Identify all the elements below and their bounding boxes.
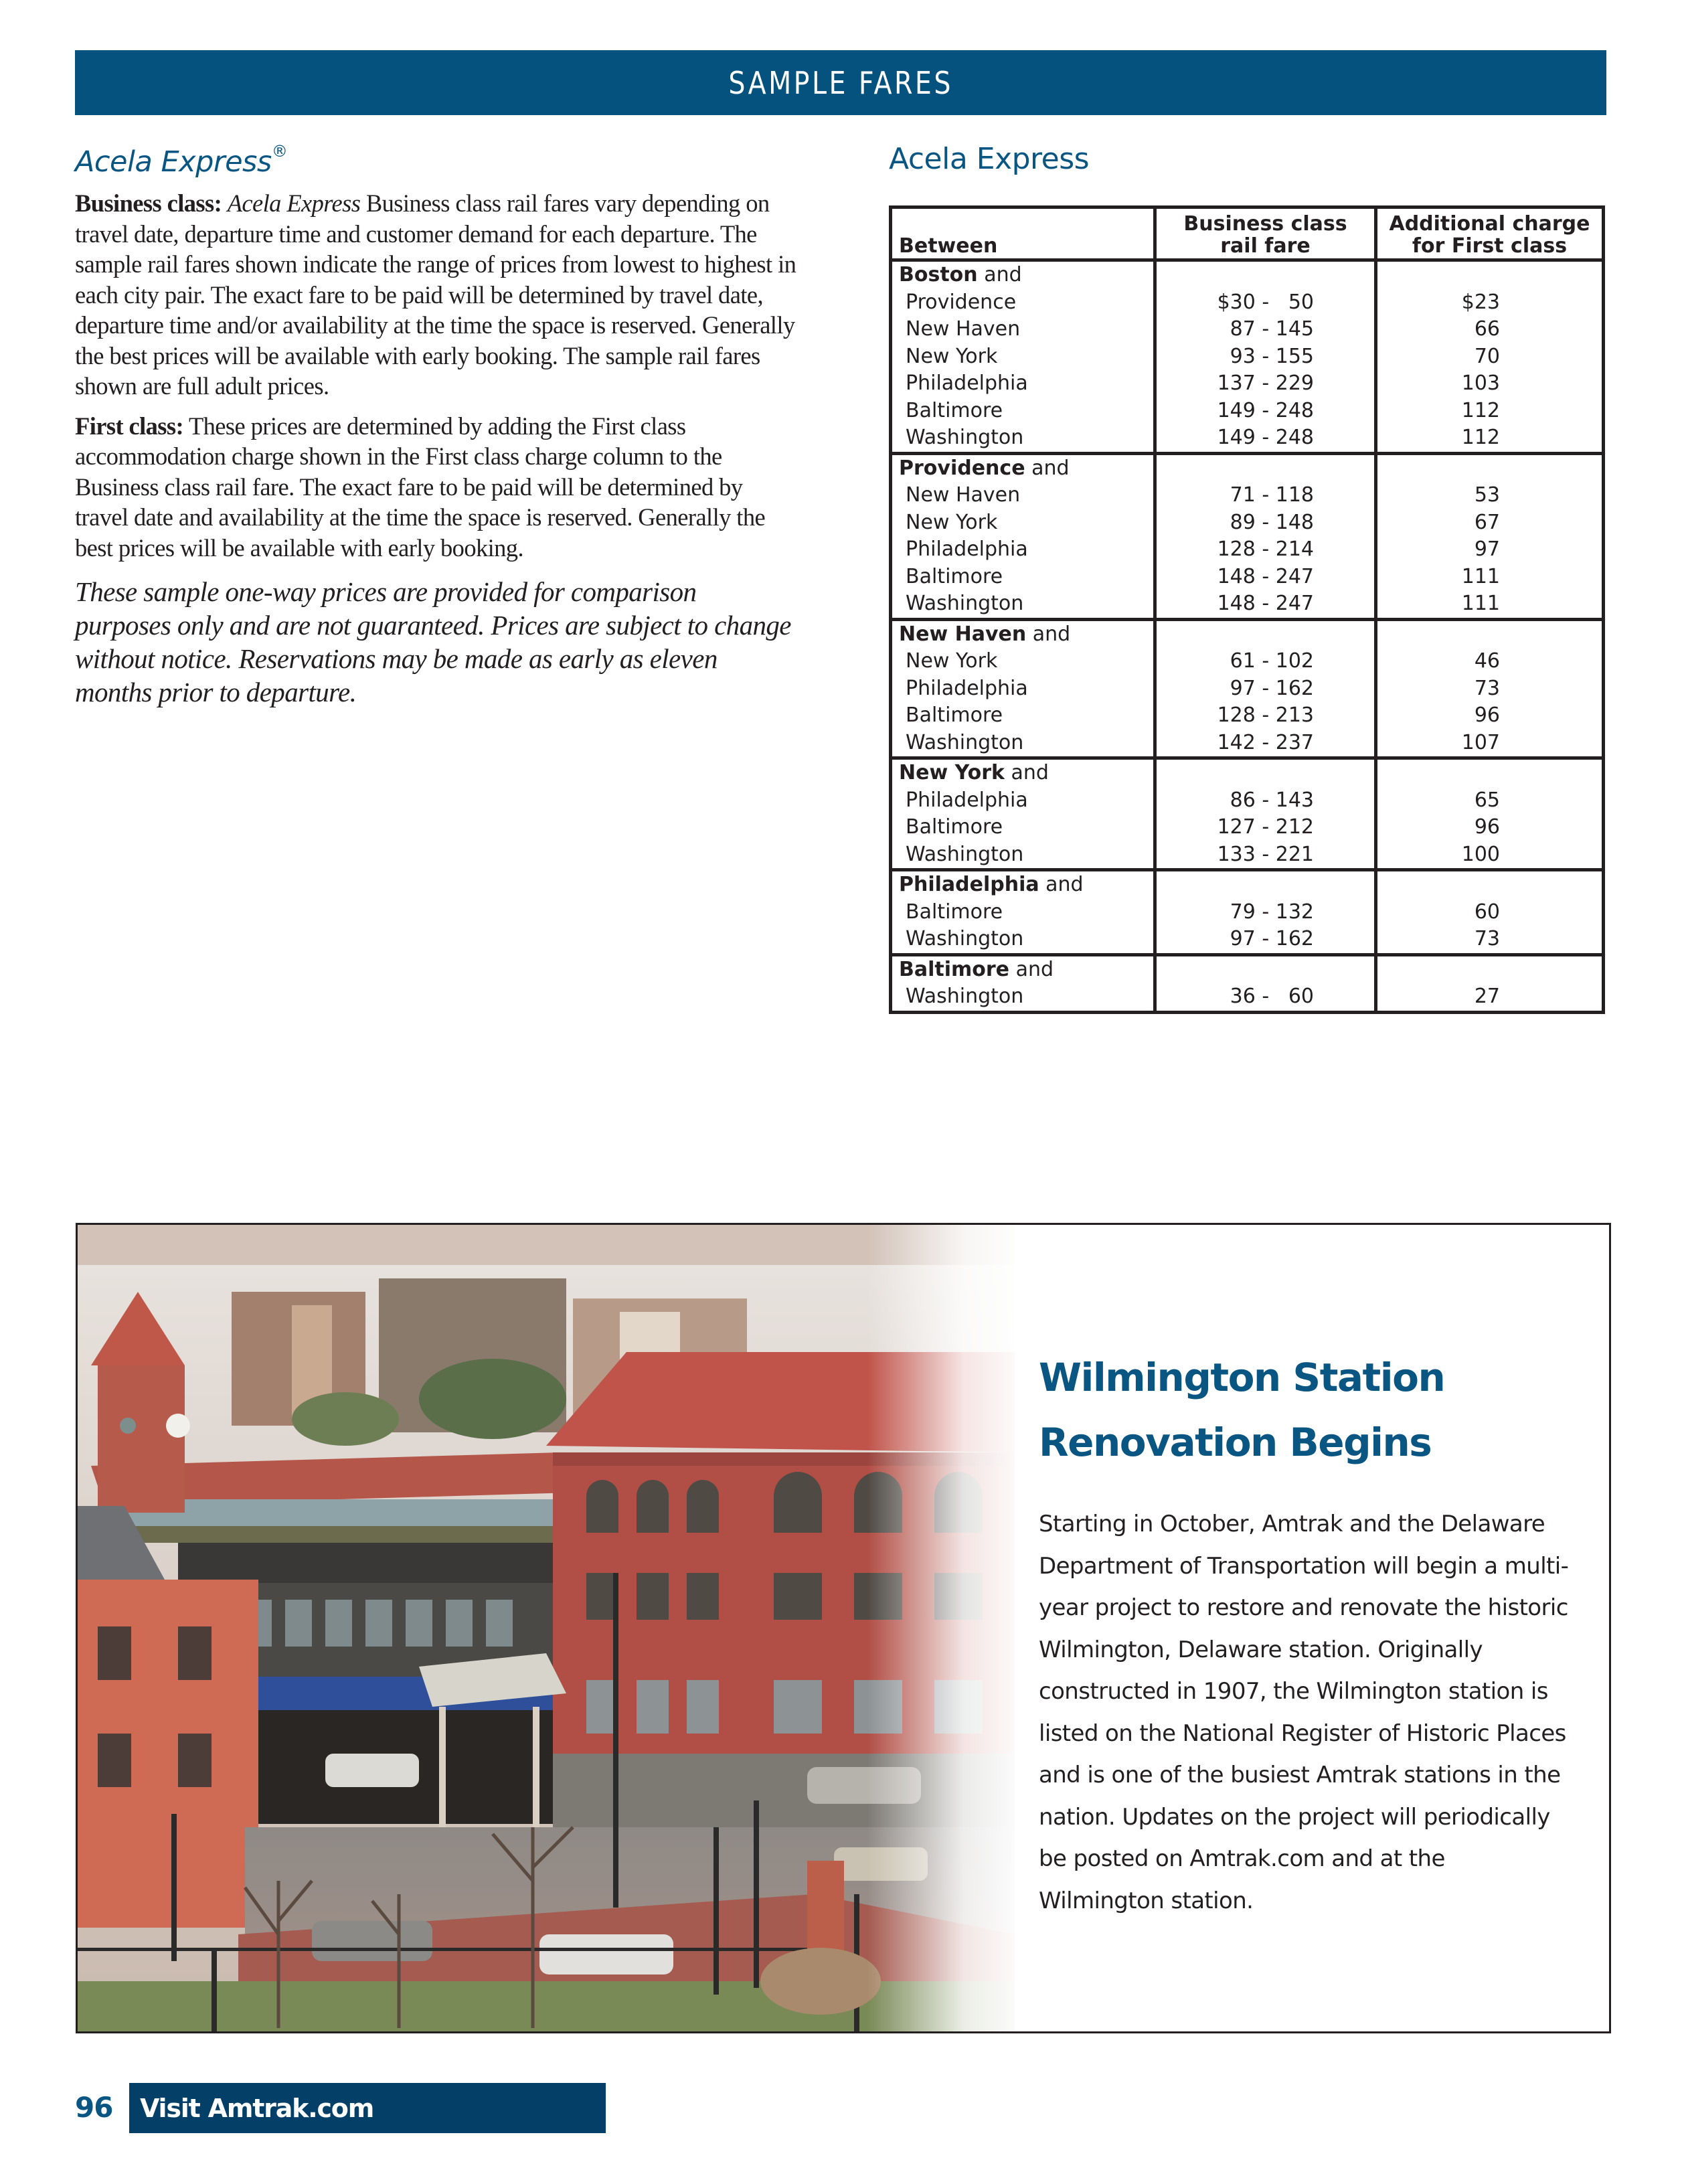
fare-row	[891, 983, 1604, 1012]
destination-city: Washington	[891, 983, 1155, 1012]
fare-row	[891, 370, 1604, 398]
fare-row	[891, 564, 1604, 591]
origin-city: Providence	[899, 456, 1025, 480]
origin-city-cell	[891, 260, 1155, 289]
business-fare-range: 137 - 229	[1155, 370, 1376, 398]
fare-row	[891, 289, 1604, 317]
destination-city: Philadelphia	[891, 675, 1155, 703]
fare-row	[891, 536, 1604, 564]
fare-group	[891, 870, 1604, 955]
column-header-first-class-charge	[1376, 207, 1604, 260]
fare-group	[891, 453, 1604, 619]
and-word: and	[1039, 873, 1084, 896]
business-fare-range: 148 - 247	[1155, 590, 1376, 619]
fare-group	[891, 260, 1604, 454]
origin-city: New Haven	[899, 622, 1027, 646]
header-row	[891, 207, 1604, 260]
footer-bar	[129, 2083, 606, 2133]
destination-city: Providence	[891, 289, 1155, 317]
business-class-label: Business class:	[75, 189, 222, 217]
destination-city: Philadelphia	[891, 536, 1155, 564]
business-class-text: Business class rail fares vary depending on travel date, departure time and customer demand for each departure. The sample rail fares shown indicate the range of prices from lowest to highest in each city pair. The exact fare to be paid will be determined by travel date, departure time and/or availability at the time the space is reserved. Generally the best prices will be available with early booking. The sample rail fares shown are full adult prices.	[75, 189, 796, 400]
empty-cell	[1155, 619, 1376, 648]
empty-cell	[1376, 758, 1604, 787]
origin-city: Boston	[899, 263, 978, 286]
destination-city: New York	[891, 509, 1155, 537]
first-class-charge: 103	[1376, 370, 1604, 398]
charge-header-line2: for First class	[1412, 234, 1568, 258]
business-fare-range: 71 - 118	[1155, 482, 1376, 509]
business-fare-range: 79 - 132	[1155, 899, 1376, 926]
destination-city: Washington	[891, 424, 1155, 453]
first-class-charge: 46	[1376, 648, 1604, 675]
first-class-label: First class:	[75, 412, 184, 440]
origin-city-cell	[891, 619, 1155, 648]
fare-header-line2: rail fare	[1220, 234, 1311, 258]
first-class-charge: 53	[1376, 482, 1604, 509]
fare-row	[891, 343, 1604, 371]
business-fare-range: 86 - 143	[1155, 787, 1376, 815]
fare-row	[891, 316, 1604, 343]
first-class-charge: 97	[1376, 536, 1604, 564]
origin-city: Baltimore	[899, 957, 1010, 981]
first-class-charge: 112	[1376, 398, 1604, 425]
business-fare-range: 93 - 155	[1155, 343, 1376, 371]
origin-city-cell	[891, 453, 1155, 482]
article-body: Starting in October, Amtrak and the Delaware Department of Transportation will begin a multi-year project to restore and renovate the historic Wilmington, Delaware station. Originally constructed in 1907, the Wilmington station is listed on the National Register of Historic Places and is one of the busiest Amtrak stations in the nation. Updates on the project will periodically be posted on Amtrak.com and at the Wilmington station.	[1039, 1511, 1569, 1914]
fare-row	[891, 509, 1604, 537]
wilmington-article	[1039, 1345, 1574, 1922]
fare-header-line1: Business class	[1183, 212, 1347, 236]
first-class-charge: 100	[1376, 841, 1604, 870]
empty-cell	[1376, 260, 1604, 289]
empty-cell	[1376, 870, 1604, 899]
first-class-charge: 27	[1376, 983, 1604, 1012]
fare-row	[891, 730, 1604, 758]
section-header-bar	[75, 50, 1606, 115]
fare-table	[889, 205, 1605, 1014]
origin-row	[891, 453, 1604, 482]
origin-city: New York	[899, 761, 1005, 784]
first-class-charge: 67	[1376, 509, 1604, 537]
destination-city: New York	[891, 648, 1155, 675]
first-class-charge: 107	[1376, 730, 1604, 758]
business-fare-range: 97 - 162	[1155, 675, 1376, 703]
business-fare-range: 127 - 212	[1155, 814, 1376, 841]
destination-city: Washington	[891, 841, 1155, 870]
destination-city: Philadelphia	[891, 787, 1155, 815]
empty-cell	[1155, 453, 1376, 482]
first-class-paragraph	[75, 411, 798, 564]
business-class-paragraph	[75, 188, 798, 402]
page-number: 96	[75, 2091, 113, 2124]
fare-row	[891, 702, 1604, 730]
article-title-line2: Renovation Begins	[1039, 1420, 1432, 1465]
origin-row	[891, 260, 1604, 289]
destination-city: Philadelphia	[891, 370, 1155, 398]
fare-row	[891, 899, 1604, 926]
first-class-charge: 96	[1376, 814, 1604, 841]
fare-row	[891, 398, 1604, 425]
empty-cell	[1155, 870, 1376, 899]
empty-cell	[1155, 260, 1376, 289]
fare-row	[891, 590, 1604, 619]
and-word: and	[1009, 957, 1054, 981]
destination-city: Baltimore	[891, 702, 1155, 730]
destination-city: Washington	[891, 730, 1155, 758]
disclaimer-note: These sample one-way prices are provided for comparison purposes only and are not guaranteed. Prices are subject to change without notice. Reservations may be made as early as eleven months prior to departure.	[75, 576, 791, 707]
business-fare-range: 97 - 162	[1155, 926, 1376, 954]
fare-row	[891, 926, 1604, 954]
business-fare-range: 128 - 214	[1155, 536, 1376, 564]
business-fare-range: 148 - 247	[1155, 564, 1376, 591]
first-class-charge: 73	[1376, 926, 1604, 954]
and-word: and	[1026, 622, 1071, 646]
origin-row	[891, 758, 1604, 787]
photo-fade-overlay	[867, 1225, 1028, 2031]
fare-row	[891, 675, 1604, 703]
destination-city: Baltimore	[891, 564, 1155, 591]
fare-description-column	[75, 142, 798, 709]
empty-cell	[1155, 758, 1376, 787]
feature-box	[76, 1223, 1611, 2033]
fare-table-heading: Acela Express	[889, 142, 1090, 176]
business-fare-range: 142 - 237	[1155, 730, 1376, 758]
business-fare-range: 149 - 248	[1155, 398, 1376, 425]
fare-row	[891, 787, 1604, 815]
acela-express-italic: Acela Express	[227, 189, 361, 217]
fare-group	[891, 619, 1604, 758]
first-class-charge: 73	[1376, 675, 1604, 703]
first-class-text: These prices are determined by adding the First class accommodation charge shown in the First class charge column to the Business class rail fare. The exact fare to be paid will be determined by travel date and availability at the time the space is reserved. Generally the best prices will be available with early booking.	[75, 412, 766, 562]
business-fare-range: 61 - 102	[1155, 648, 1376, 675]
empty-cell	[1155, 954, 1376, 983]
fare-row	[891, 841, 1604, 870]
and-word: and	[1025, 456, 1070, 480]
fare-row	[891, 814, 1604, 841]
destination-city: New Haven	[891, 316, 1155, 343]
registered-mark: ®	[271, 142, 288, 161]
first-class-charge: 66	[1376, 316, 1604, 343]
first-class-charge: 60	[1376, 899, 1604, 926]
first-class-charge: 70	[1376, 343, 1604, 371]
business-fare-range: 87 - 145	[1155, 316, 1376, 343]
origin-row	[891, 954, 1604, 983]
column-header-business-fare	[1155, 207, 1376, 260]
destination-city: Baltimore	[891, 398, 1155, 425]
acela-express-heading	[75, 142, 798, 179]
origin-row	[891, 870, 1604, 899]
visit-amtrak-link[interactable]: Visit Amtrak.com	[140, 2093, 374, 2123]
business-fare-range: 128 - 213	[1155, 702, 1376, 730]
origin-row	[891, 619, 1604, 648]
first-class-charge: 111	[1376, 590, 1604, 619]
charge-header-line1: Additional charge	[1389, 212, 1590, 236]
acela-heading-text: Acela Express	[75, 145, 272, 179]
fare-group	[891, 758, 1604, 870]
fare-table-header	[891, 207, 1604, 260]
destination-city: Baltimore	[891, 899, 1155, 926]
first-class-charge: 111	[1376, 564, 1604, 591]
business-fare-range: $30 - 50	[1155, 289, 1376, 317]
and-word: and	[977, 263, 1022, 286]
first-class-charge: 65	[1376, 787, 1604, 815]
origin-city-cell	[891, 954, 1155, 983]
destination-city: New Haven	[891, 482, 1155, 509]
article-title-line1: Wilmington Station	[1039, 1355, 1445, 1400]
fare-row	[891, 482, 1604, 509]
business-fare-range: 89 - 148	[1155, 509, 1376, 537]
origin-city-cell	[891, 758, 1155, 787]
article-title	[1039, 1345, 1574, 1475]
origin-city: Philadelphia	[899, 873, 1039, 896]
section-title: SAMPLE FARES	[728, 64, 953, 101]
destination-city: New York	[891, 343, 1155, 371]
fare-row	[891, 648, 1604, 675]
destination-city: Baltimore	[891, 814, 1155, 841]
fare-row	[891, 424, 1604, 453]
empty-cell	[1376, 954, 1604, 983]
first-class-charge: 96	[1376, 702, 1604, 730]
business-fare-range: 149 - 248	[1155, 424, 1376, 453]
and-word: and	[1004, 761, 1049, 784]
first-class-charge: 112	[1376, 424, 1604, 453]
destination-city: Washington	[891, 590, 1155, 619]
empty-cell	[1376, 619, 1604, 648]
destination-city: Washington	[891, 926, 1155, 954]
origin-city-cell	[891, 870, 1155, 899]
empty-cell	[1376, 453, 1604, 482]
fare-group	[891, 954, 1604, 1012]
column-header-between: Between	[891, 207, 1155, 260]
business-fare-range: 36 - 60	[1155, 983, 1376, 1012]
first-class-charge: $23	[1376, 289, 1604, 317]
business-fare-range: 133 - 221	[1155, 841, 1376, 870]
